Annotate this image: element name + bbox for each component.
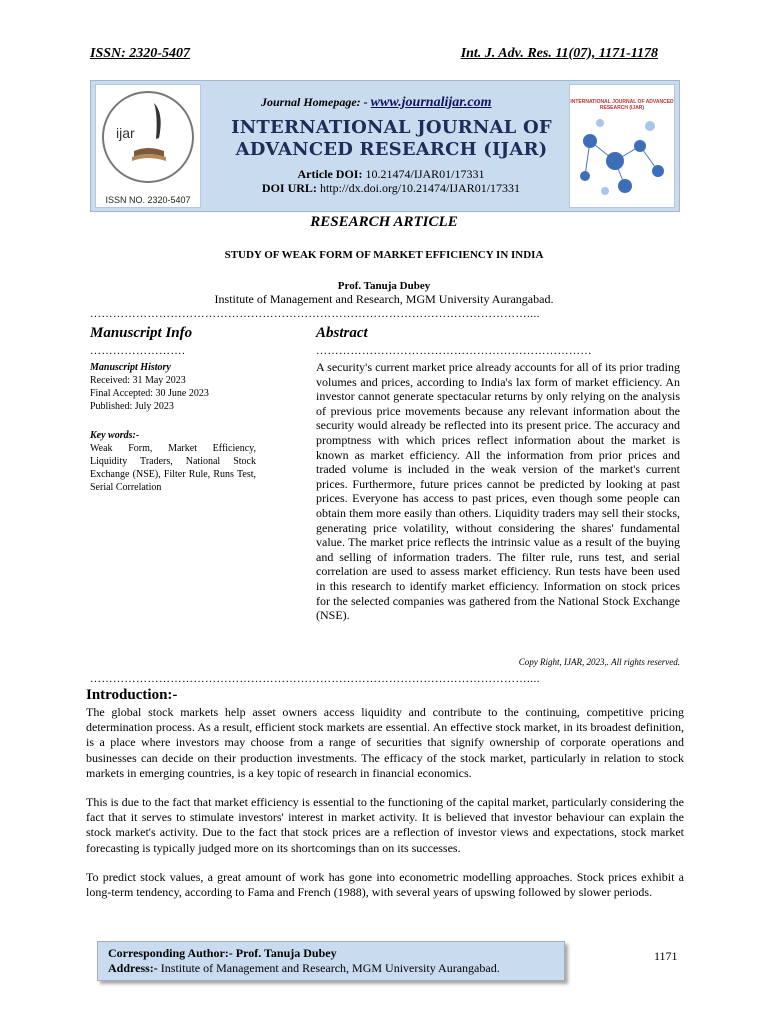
issn-text: ISSN: 2320-5407	[90, 46, 190, 61]
copyright-notice: Copy Right, IJAR, 2023,. All rights reserved.	[518, 657, 680, 667]
keywords-label: Key words:-	[90, 430, 140, 441]
introduction-heading: Introduction:-	[86, 687, 178, 703]
manuscript-info-heading: Manuscript Info	[90, 325, 193, 341]
intro-paragraph-3: To predict stock values, a great amount of work has gone into econometric modelling approaches. Stock prices exhibit a long-term tendency, according to Fama and French (1988), with several years of upswing followed by slower periods.	[86, 870, 684, 900]
homepage-link[interactable]: www.journalijar.com	[370, 95, 492, 110]
journal-title-line-1: INTERNATIONAL JOURNAL OF	[231, 117, 552, 138]
journal-logo	[95, 84, 201, 208]
manuscript-info	[90, 361, 256, 494]
doi-value: 10.21474/IJAR01/17331	[365, 167, 485, 181]
citation-text: Int. J. Adv. Res. 11(07), 1171-1178	[460, 46, 658, 61]
page-number: 1171	[654, 949, 678, 963]
corr-label: Corresponding Author:-	[108, 946, 233, 960]
final-accepted-date: Final Accepted: 30 June 2023	[90, 388, 209, 399]
running-header	[90, 46, 658, 62]
intro-paragraph-2: This is due to the fact that market efficiency is essential to the functioning of the capital market, particularly considering the fact that it serves to stimulate investors' interest in market activity. It is believed that investor behaviour can explain the stock market's activity. Due to the fact that stock prices are a reflection of investor views and expectations, stock market forecasting is typically judged more on its shortcomings than on its successes.	[86, 795, 684, 855]
history-label: Manuscript History	[90, 362, 171, 373]
journal-title	[219, 117, 564, 161]
abstract-separator: ………………………………………………………………	[316, 345, 592, 357]
published-date: Published: July 2023	[90, 401, 174, 412]
article-doi-block	[241, 167, 541, 195]
address-value: Institute of Management and Research, MGM University Aurangabad.	[160, 961, 500, 975]
doi-url-link[interactable]: http://dx.doi.org/10.21474/IJAR01/17331	[319, 181, 521, 195]
separator-top: ……………………………………………………………………………………………………....	[90, 308, 540, 320]
doi-url-label: DOI URL:	[261, 181, 317, 195]
paper-affiliation: Institute of Management and Research, MGM University Aurangabad.	[214, 292, 554, 306]
article-type: RESEARCH ARTICLE	[310, 214, 458, 230]
corresponding-author-box	[97, 941, 565, 981]
address-label: Address:-	[108, 961, 158, 975]
homepage-label: Journal Homepage: -	[261, 95, 368, 109]
journal-banner	[90, 80, 680, 212]
manuscript-separator: …………………….	[90, 345, 186, 357]
intro-paragraph-1: The global stock markets help asset owners access liquidity and contribute to the continuing, competitive pricing determination process. As a result, efficient stock markets are essential. An effective stock market, in its broadest definition, is a place where investors may choose from a range of securities that signify ownership of corporate operations and businesses can decide on their production investments. The efficacy of the stock market, particularly in relation to stock markets in emerging countries, is a key topic of research in financial economics.	[86, 705, 684, 780]
paper-title: STUDY OF WEAK FORM OF MARKET EFFICIENCY IN INDIA	[224, 249, 544, 261]
cover-heading: INTERNATIONAL JOURNAL OF ADVANCED RESEARCH (IJAR)	[570, 99, 674, 111]
corr-name: Prof. Tanuja Dubey	[235, 946, 337, 960]
logo-wordmark: ijar	[116, 125, 135, 141]
keywords-text: Weak Form, Market Efficiency, Liquidity Traders, National Stock Exchange (NSE), Filter Rule, Runs Test, Serial Correlation	[90, 443, 256, 493]
journal-homepage	[261, 95, 492, 111]
received-date: Received: 31 May 2023	[90, 375, 186, 386]
abstract-heading: Abstract	[316, 325, 368, 341]
paper-author: Prof. Tanuja Dubey	[337, 280, 431, 292]
logo-issn: ISSN NO. 2320-5407	[105, 195, 191, 205]
abstract-text: A security's current market price already accounts for all of its prior trading volumes and prices, according to India's lax form of market efficiency. An investor cannot generate spectacular returns by only relying on the analysis of previous price movements because any relevant information about the security would already be reflected into its present price. The accuracy and promptness with which prices reflect information about the market is known as market efficiency. All the information from prior prices and traded volume is included in the weak version of the market's current prices. Furthermore, future prices cannot be predicted by looking at past prices. Everyone has access to past prices, even though some people can obtain them more easily than others. Liquidity traders may sell their stocks, generating price volatility, without considering the shares' fundamental value. The market price reflects the intrinsic value as a result of the buying and selling of information traders. The filter rule, runs test, and serial correlation are used to assess market efficiency. Run tests have been used in this research to identify market efficiency. Information on stock prices for the selected companies was gathered from the National Stock Exchange (NSE).	[316, 360, 680, 623]
journal-title-line-2: ADVANCED RESEARCH (IJAR)	[235, 139, 548, 160]
doi-label: Article DOI:	[297, 167, 363, 181]
molecule-illustration-icon	[570, 111, 674, 201]
separator-bottom: ……………………………………………………………………………………………………....	[90, 673, 540, 685]
journal-cover-image	[569, 84, 675, 208]
